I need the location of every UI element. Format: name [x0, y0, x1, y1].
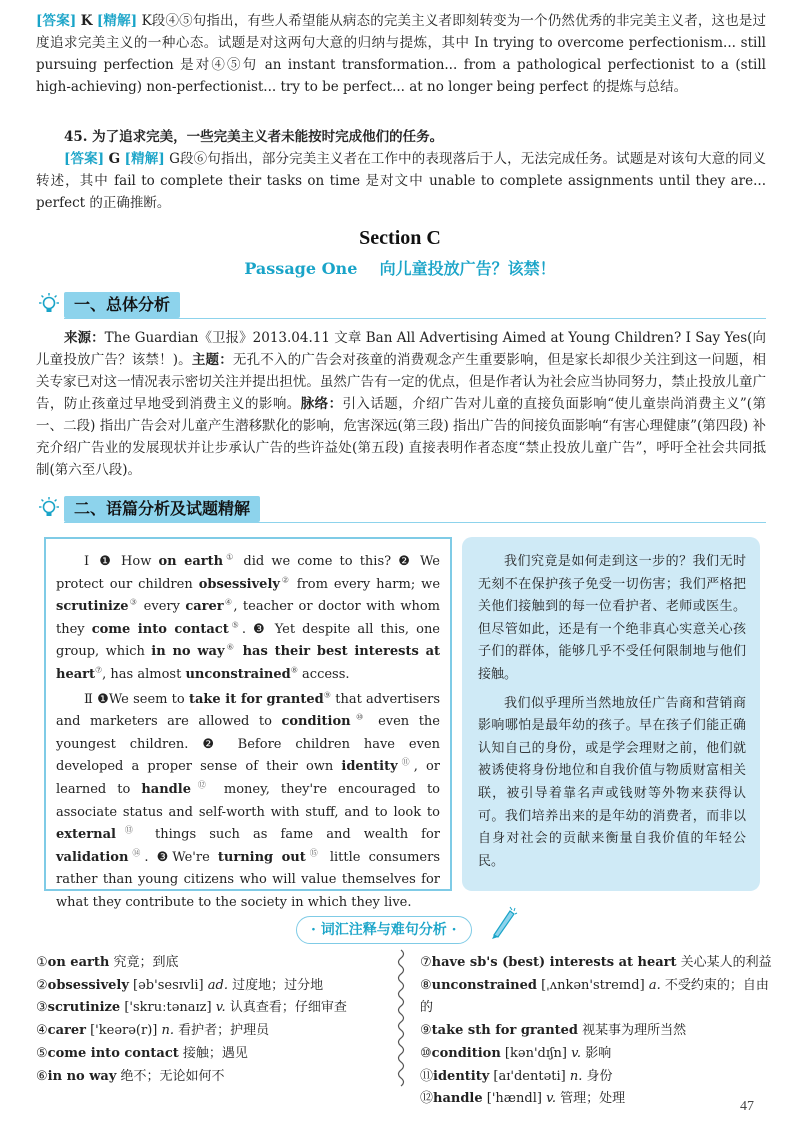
vocab-pos: v.: [541, 1091, 557, 1107]
vocab-meaning: 关心某人的利益: [676, 955, 772, 970]
answer-label: [答案]: [64, 151, 105, 167]
vocab-term: identity: [341, 759, 398, 775]
sentence-marker: ❶: [99, 554, 114, 569]
question-45-text: 45. 为了追求完美，一些完美主义者未能按时完成他们的任务。: [64, 129, 444, 145]
vocab-term: condition: [281, 714, 351, 730]
heading-text: 一、总体分析: [64, 292, 180, 318]
vocab-term: turning out: [217, 849, 306, 865]
heading-rule: [64, 522, 766, 523]
paragraph-number: Ⅰ: [84, 554, 93, 569]
passage-text: , teacher or doctor with whom they: [56, 599, 441, 637]
structure-label: 脉络：: [300, 396, 343, 412]
vocab-word: obsessively: [47, 977, 129, 993]
passage-text: things such as fame and wealth for: [141, 827, 441, 843]
vocab-list-left: [36, 952, 386, 1088]
theme-text: 无孔不入的广告会对孩童的消费观念产生重要影响，但是家长却很少关注到这一问题，相关专家已对这一情况表示密切关注并提出担忧。虽然广告有一定的优点，但是作者认为社会应当协同努力，禁止投放儿童广告，防止孩童过早地受到消费主义的影响。: [36, 352, 766, 412]
vocab-item: [420, 975, 780, 1020]
footnote-marker: ⑧: [290, 665, 298, 675]
footnote-marker: ④: [223, 597, 234, 607]
vocab-phonetic: ['skruːtənaɪz]: [120, 1000, 212, 1016]
vocab-number: ①: [36, 955, 48, 970]
passage-text: .: [241, 621, 254, 637]
sentence-marker: ❷: [202, 736, 224, 752]
passage-text: did we come to this?: [236, 554, 399, 569]
sentence-marker: ❸: [156, 849, 173, 865]
vocab-item: [420, 1066, 780, 1089]
passage-text: How: [113, 554, 159, 569]
vocab-meaning: 管理；处理: [556, 1091, 626, 1107]
footnote-marker: ⑭: [128, 848, 145, 858]
vocab-number: ⑨: [420, 1023, 432, 1039]
section-title: Section C: [359, 227, 441, 249]
passage-text: , has almost: [102, 666, 186, 682]
vocab-word: take sth for granted: [431, 1023, 579, 1039]
vocab-number: ⑥: [36, 1068, 48, 1084]
vocab-number: ⑦: [420, 955, 432, 970]
explanation-text: G段⑥句指出，部分完美主义者在工作中的表现落后于人，无法完成任务。试题是对该句大意的同义转述，其中 fail to complete their tasks on time 是对文中 unable to complete assignments until they are... perfect 的正确推断。: [36, 151, 766, 211]
pen-icon: [488, 905, 518, 939]
answer-44-block: [36, 10, 766, 98]
source-text: The Guardian《卫报》2013.04.11 文章 Ban All Advertising Aimed at Young Children? I Say Yes(向儿童投放广告？该禁！)。: [36, 330, 766, 368]
vocab-number: ③: [36, 1000, 48, 1016]
vocab-meaning: 身份: [582, 1068, 613, 1084]
answer-value: K: [80, 13, 93, 29]
vocab-pos: n.: [565, 1068, 583, 1084]
footnote-marker: ⑮: [305, 848, 322, 858]
vocab-word: scrutinize: [47, 1000, 121, 1016]
vocab-term: in no way: [151, 644, 225, 660]
vocab-term: scrutinize: [56, 599, 129, 615]
heading-passage-analysis: [36, 494, 766, 524]
passage-text: .: [144, 849, 157, 865]
vocab-item: [36, 1020, 386, 1043]
footnote-marker: ⑫: [191, 780, 213, 790]
passage-text: even the youngest children.: [56, 714, 440, 752]
lightbulb-icon: [36, 292, 62, 318]
vocab-meaning: 认真查看；仔细审查: [225, 1000, 347, 1016]
passage-text: money, they're encouraged to associate status and self-worth with stuff, and to look to: [56, 781, 440, 820]
vocab-phonetic: [kən'dɪʃn]: [500, 1045, 567, 1061]
heading-overall-analysis: [36, 290, 766, 320]
vocab-item: [36, 997, 386, 1020]
vocab-meaning: 看护者；护理员: [174, 1023, 270, 1039]
paragraph-number: Ⅱ: [84, 691, 93, 707]
structure-text: 引入话题，介绍广告对儿童的直接负面影响“使儿童崇尚消费主义”(第一、二段) 指出广告会对儿童产生潜移默化的影响，危害深远(第三段) 指出广告的间接负面影响“有害心理健康”(第四段) 补充介绍广告业的发展现状并让步承认广告的些许益处(第五段) 直接表明作者态度“禁止投放儿童广告”，呼吁全社会共同抵制(第六至八段)。: [36, 396, 767, 478]
vocab-meaning: 究竟；到底: [109, 955, 179, 970]
overview-block: [36, 327, 766, 481]
vocab-word: handle: [433, 1091, 483, 1107]
vocab-word: have sb's (best) interests at heart: [431, 955, 677, 970]
vocab-word: carer: [47, 1023, 86, 1039]
passage-text: We're: [172, 849, 218, 865]
vocab-term: obsessively: [198, 576, 280, 592]
vocab-word: identity: [433, 1068, 490, 1084]
vocab-term: handle: [141, 781, 191, 797]
vocab-pos: v.: [211, 1000, 226, 1016]
vocab-word: come into contact: [47, 1045, 179, 1061]
explanation-label: [精解]: [124, 151, 165, 167]
passage-text: that advertisers and marketers are allowed to: [56, 691, 441, 730]
vocab-list-right: [420, 952, 780, 1111]
vocab-number: ②: [36, 977, 48, 993]
passage-text: from every harm; we: [290, 576, 441, 592]
chinese-paragraph-2: 我们似乎理所当然地放任广告商和营销商影响哪怕是最年幼的孩子。早在孩子们能正确认知自己的身份，或是学会理财之前，他们就被诱使将身份地位和自我价值与物质财富相关联，被引导着靠名声或钱财等外物来获得认可。我们培养出来的是年幼的消费者，而非以自身对社会的贡献来衡量自我价值的年轻公民。: [478, 695, 746, 869]
vocab-pos: a.: [644, 977, 661, 993]
passage-text: , or learned to: [56, 759, 440, 797]
vocab-pos: ad.: [203, 977, 228, 993]
vocab-item: [420, 1020, 780, 1043]
vocab-meaning: 视某事为理所当然: [578, 1023, 687, 1039]
vocab-phonetic: ['hændl]: [482, 1091, 542, 1107]
footnote-marker: ⑨: [323, 690, 332, 700]
vocab-item: [36, 975, 386, 998]
theme-label: 主题：: [191, 352, 233, 368]
vocab-pos: n.: [157, 1023, 174, 1039]
vocab-number: ⑤: [36, 1045, 48, 1061]
passage-text: Yet despite all this, one group, which: [56, 621, 441, 660]
vocab-number: ⑪: [420, 1068, 434, 1084]
vocab-phonetic: [əb'sesɪvli]: [128, 977, 204, 993]
sentence-marker: ❷: [398, 554, 413, 569]
passage-text: We protect our children: [56, 554, 440, 592]
vocab-meaning: 过度地；过分地: [227, 977, 324, 993]
vocab-term: unconstrained: [185, 666, 291, 682]
footnote-marker: ⑤: [228, 620, 242, 630]
vocab-term: come into contact: [91, 621, 229, 637]
heading-rule: [64, 318, 766, 319]
passage-text: We seem to: [108, 691, 189, 707]
passage-text: access.: [297, 666, 350, 682]
answer-label: [答案]: [36, 13, 77, 29]
english-paragraph-2: [56, 689, 440, 915]
vocab-number: ④: [36, 1023, 48, 1039]
passage-title: Passage One 向儿童投放广告？该禁！: [244, 259, 556, 278]
spring-divider-icon: [395, 948, 407, 1088]
footnote-marker: ⑥: [224, 643, 237, 653]
vocab-term: on earth: [158, 554, 224, 569]
footnote-marker: ③: [128, 597, 139, 607]
chinese-translation-card: [462, 537, 760, 891]
lightbulb-icon: [36, 496, 62, 522]
page-number: 47: [740, 1099, 754, 1114]
vocab-item: [36, 1066, 386, 1089]
footnote-marker: ⑩: [350, 712, 369, 722]
source-label: 来源：: [64, 330, 105, 346]
vocab-number: ⑫: [420, 1091, 434, 1107]
passage-text: every: [138, 599, 186, 615]
vocab-term: has their best interests at heart: [56, 644, 440, 682]
vocab-word: condition: [431, 1045, 501, 1061]
vocab-word: on earth: [47, 955, 110, 970]
vocab-number: ⑧: [420, 977, 432, 993]
footnote-marker: ⑪: [397, 758, 414, 768]
vocab-term: take it for granted: [188, 691, 324, 707]
vocab-word: in no way: [47, 1068, 117, 1084]
chinese-paragraph-1: 我们究竟是如何走到这一步的？我们无时无刻不在保护孩子免受一切伤害；我们严格把关他们接触到的每一位看护者、老师或医生。但尽管如此，还是有一个绝非真心实意关心孩子们的群体，能够几乎不受任何限制地与他们接触。: [478, 554, 746, 682]
explanation-label: [精解]: [96, 13, 138, 29]
footnote-marker: ⑬: [115, 825, 142, 835]
vocab-phonetic: [ˌʌnkən'streɪnd]: [536, 977, 645, 993]
footnote-marker: ②: [279, 575, 291, 585]
passage-text: Before children have even developed a proper sense of their own: [56, 736, 441, 775]
english-passage-card: [44, 537, 452, 910]
footnote-marker: ①: [223, 552, 237, 562]
vocab-item: [420, 1043, 780, 1066]
vocab-phonetic: ['keərə(r)]: [85, 1023, 158, 1039]
vocab-phonetic: [aɪ'dentəti]: [489, 1068, 566, 1084]
sentence-marker: ❶: [97, 691, 109, 707]
question-45-block: [36, 126, 766, 214]
passage-text: little consumers rather than young citizens who will value themselves for what they contribute to the society in which they live.: [56, 849, 441, 910]
heading-text: 二、语篇分析及试题精解: [64, 496, 260, 522]
answer-value: G: [108, 151, 121, 167]
vocab-number: ⑩: [420, 1045, 432, 1061]
vocab-pos: v.: [566, 1045, 582, 1061]
vocab-item: [420, 1088, 780, 1111]
vocab-term: validation: [56, 849, 129, 865]
english-paragraph-1: [56, 551, 440, 687]
footnote-marker: ⑦: [95, 665, 103, 675]
vocab-meaning: 影响: [581, 1045, 612, 1061]
vocab-section-title: · 词汇注释与难句分析 ·: [296, 916, 472, 944]
vocab-item: [36, 952, 386, 975]
vocab-term: carer: [185, 599, 224, 615]
vocab-term: external: [56, 827, 116, 843]
vocab-word: unconstrained: [431, 977, 537, 993]
vocab-meaning: 接触；遇见: [178, 1045, 248, 1061]
sentence-marker: ❸: [253, 621, 268, 637]
vocab-item: [420, 952, 780, 975]
vocab-meaning: 绝不；无论如何不: [116, 1068, 225, 1084]
vocab-meaning: 不受约束的；自由的: [420, 977, 769, 1016]
vocab-item: [36, 1043, 386, 1066]
explanation-text: K段④⑤句指出，有些人希望能从病态的完美主义者即刻转变为一个仍然优秀的非完美主义者，这也是过度追求完美主义的一种心态。试题是对这两句大意的归纳与提炼，其中 In trying to overcome perfectionism... still pursuing perfection 是对④⑤句 an instant transformation... from a pathological perfectionist to a (still high-achieving) non-perfectionist... try to be perfect... at no longer being perfect 的提炼与总结。: [36, 13, 766, 95]
